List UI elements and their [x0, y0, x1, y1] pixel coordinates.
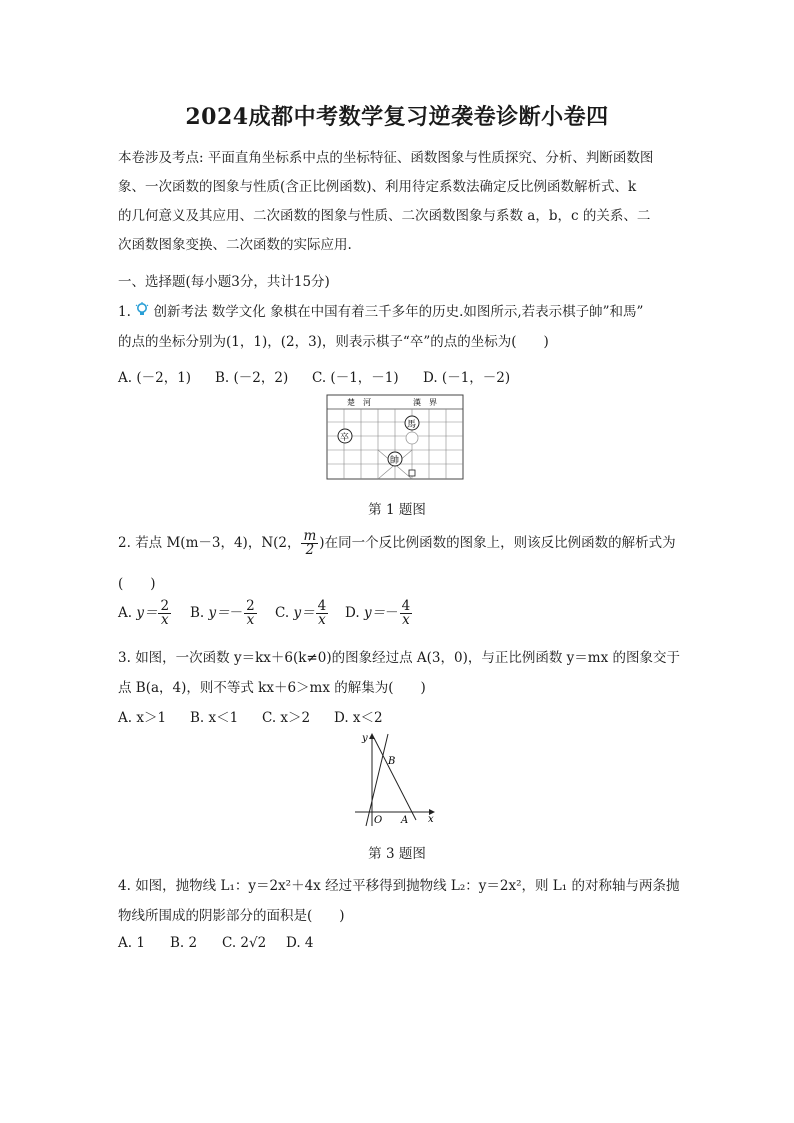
q3-option-d: D. x＜2	[334, 710, 383, 726]
page-title: 2024成都中考数学复习逆袭卷诊断小卷四	[185, 104, 609, 130]
q1-line-1	[118, 300, 643, 322]
q2-option-d: D. y＝－ $\frac{4}{x}$	[345, 598, 411, 628]
river-label-left: 楚 河	[347, 398, 371, 407]
q1-option-b: B. (－2，2)	[215, 370, 289, 386]
intro-line-1: 本卷涉及考点: 平面直角坐标系中点的坐标特征、函数图象与性质探究、分析、判断函数图	[118, 150, 654, 166]
q4-option-a: A. 1	[118, 935, 145, 951]
q2-option-b: B. y＝－ $\frac{2}{x}$	[190, 598, 255, 628]
piece-shuai: 帥	[390, 456, 400, 466]
q3-option-b: B. x＜1	[190, 710, 239, 726]
q4-text: 如图，抛物线 L₁：y＝2x²＋4x 经过平移得到抛物线 L₂：y＝2x²，则 L₁ 的对称轴与两条抛	[135, 878, 680, 894]
q1-figure-caption: 第 1 题图	[368, 502, 426, 518]
q3-line-2: 点 B(a，4)，则不等式 kx＋6＞mx 的解集为( )	[118, 680, 426, 696]
q4-option-d: D. 4	[286, 935, 314, 951]
q1-line-2: 的点的坐标分别为(1，1)，(2，3)，则表示棋子“卒”的点的坐标为( )	[118, 334, 549, 350]
q2-text-a: 若点 M(m－3，4)，N(2，	[135, 535, 301, 551]
q4-line-1	[118, 874, 679, 894]
intro-line-4: 次函数图象变换、二次函数的实际应用.	[118, 237, 352, 253]
chess-board-figure	[325, 393, 465, 483]
q2-line-1	[118, 530, 676, 557]
line-y-kx6	[374, 738, 416, 820]
y-label: y	[362, 733, 368, 744]
q1-option-d: D. (－1，－2)	[423, 370, 511, 386]
x-label: x	[428, 814, 434, 825]
q3-figure-caption: 第 3 题图	[368, 846, 426, 862]
q4-number: 4.	[118, 878, 131, 894]
piece-ma: 馬	[407, 420, 417, 430]
q1-tag: 创新考法 数学文化	[153, 304, 266, 320]
q2-number: 2.	[118, 535, 131, 551]
q1-number: 1.	[118, 304, 131, 320]
q2-paren: ( )	[118, 576, 156, 592]
intro-line-2: 象、一次函数的图象与性质(含正比例函数)、利用待定系数法确定反比例函数解析式、k	[118, 179, 637, 195]
section-heading: 一、选择题(每小题3分，共计15分)	[118, 274, 330, 290]
q4-line-2: 物线所围成的阴影部分的面积是( )	[118, 908, 345, 924]
q3-option-c: C. x＞2	[262, 710, 311, 726]
q4-option-b: B. 2	[170, 935, 198, 951]
river-label-right: 漢 界	[413, 398, 437, 407]
q1-text: 象棋在中国有着三千多年的历史.如图所示,若表示棋子帥”和馬”	[270, 304, 644, 320]
piece-zu: 卒	[340, 433, 350, 443]
q1-option-c: C. (－1，－1)	[312, 370, 399, 386]
q1-option-a: A. (－2，1)	[118, 370, 192, 386]
q3-text: 如图，一次函数 y＝kx＋6(k≠0)的图象经过点 A(3，0)，与正比例函数 y＝mx 的图象交于	[135, 650, 680, 666]
q3-number: 3.	[118, 650, 131, 666]
intro-line-3: 的几何意义及其应用、二次函数的图象与性质、二次函数图象与系数 a，b，c 的关系、二	[118, 208, 651, 224]
q4-option-c: C. 2√2	[222, 935, 267, 951]
q2-text-b: )在同一个反比例函数的图象上，则该反比例函数的解析式为	[319, 535, 676, 551]
origin-label: O	[374, 815, 383, 826]
point-b-label: B	[388, 756, 396, 767]
q2-option-c: C. y＝ $\frac{4}{x}$	[275, 598, 327, 628]
q2-option-a: A. y＝ $\frac{2}{x}$	[118, 598, 170, 628]
point-a-label: A	[401, 815, 409, 826]
lightbulb-icon	[135, 302, 149, 322]
q3-option-a: A. x＞1	[118, 710, 167, 726]
q3-graph-figure	[350, 728, 440, 828]
q3-line-1	[118, 646, 680, 666]
q2-fraction: $\frac{m}{2}$	[303, 528, 317, 558]
